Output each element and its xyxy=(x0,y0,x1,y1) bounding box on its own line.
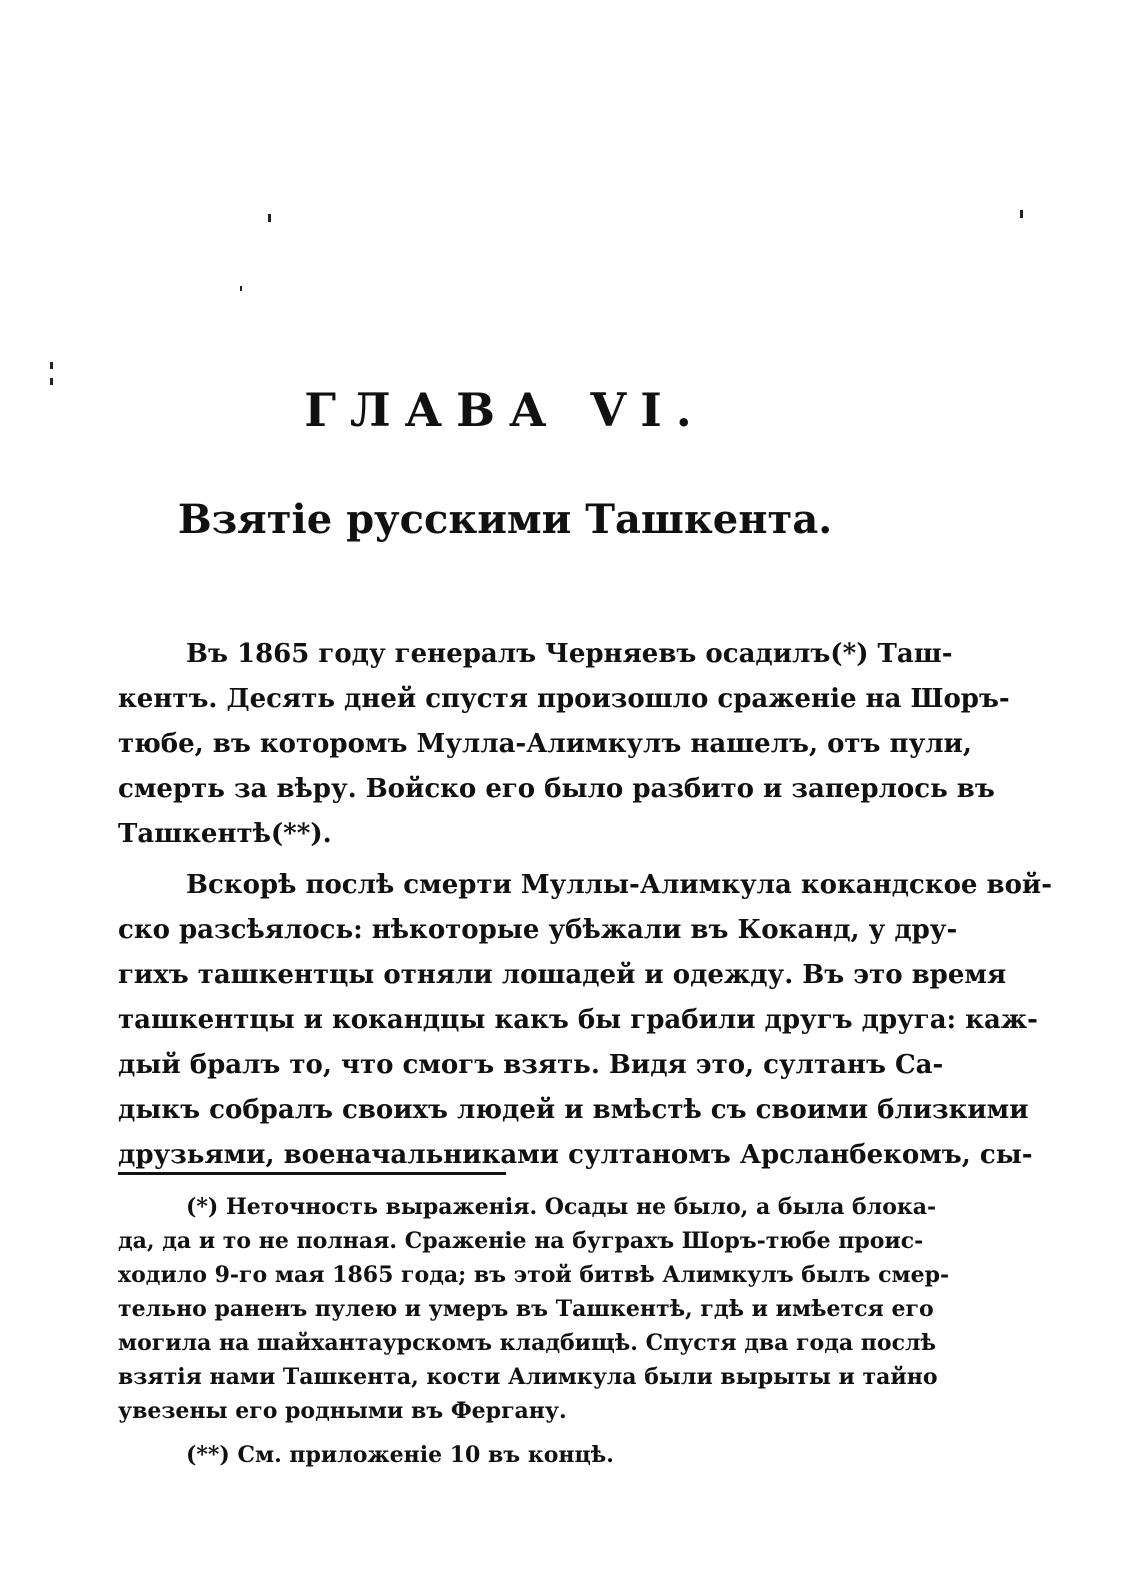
text-line: Ташкентѣ(**). xyxy=(118,819,332,849)
footnote-2 xyxy=(118,1438,903,1472)
text-line: тюбе, въ которомъ Мулла-Алимкулъ нашелъ, отъ пули, xyxy=(118,729,972,759)
footnote-line: тельно раненъ пулею и умеръ въ Ташкентѣ, гдѣ и имѣется его xyxy=(118,1296,934,1322)
scan-speck xyxy=(240,286,242,291)
scan-speck xyxy=(268,214,271,222)
scan-speck xyxy=(50,362,53,369)
footnote-line: ходило 9-го мая 1865 года; въ этой битвѣ Алимкулъ былъ смер- xyxy=(118,1262,950,1288)
footnote-line: могила на шайхантаурскомъ кладбищѣ. Спустя два года послѣ xyxy=(118,1330,936,1356)
text-line: смерть за вѣру. Войско его было разбито и заперлось въ xyxy=(118,774,995,804)
chapter-subtitle: Взятіе русскими Ташкента. xyxy=(177,496,833,543)
scan-speck xyxy=(1020,210,1023,218)
paragraph xyxy=(118,632,1010,857)
text-line: ско разсѣялось: нѣкоторые убѣжали въ Коканд, у дру- xyxy=(118,915,958,945)
footnotes xyxy=(118,1190,950,1472)
text-line: дыкъ собралъ своихъ людей и вмѣстѣ съ своими близкими xyxy=(118,1095,1029,1125)
footnote-rule xyxy=(118,1172,506,1175)
text-line: Въ 1865 году генералъ Черняевъ осадилъ(*) Таш- xyxy=(186,639,953,669)
footnote-line: (**) См. приложеніе 10 въ концѣ. xyxy=(186,1442,614,1468)
footnote-gap xyxy=(118,1428,903,1438)
footnote-line: увезены его родными въ Фергану. xyxy=(118,1398,567,1424)
text-line: друзьями, военачальниками султаномъ Арсланбекомъ, сы- xyxy=(118,1140,1033,1170)
footnote-1 xyxy=(118,1190,950,1428)
text-line: дый бралъ то, что смогъ взять. Видя это, султанъ Са- xyxy=(118,1050,944,1080)
text-line: гихъ ташкентцы отняли лошадей и одежду. Въ это время xyxy=(118,960,1007,990)
footnote-line: (*) Неточность выраженія. Осады не было, а была блока- xyxy=(186,1194,937,1220)
paragraph xyxy=(118,863,1052,1178)
text-line: кентъ. Десять дней спустя произошло сраженіе на Шоръ- xyxy=(118,684,1010,714)
footnote-line: да, да и то не полная. Сраженіе на буграхъ Шоръ-тюбе проис- xyxy=(118,1228,924,1254)
footnote-line: взятія нами Ташкента, кости Алимкула были вырыты и тайно xyxy=(118,1364,938,1390)
text-line: ташкентцы и кокандцы какъ бы грабили другъ друга: каж- xyxy=(118,1005,1038,1035)
body-text xyxy=(118,632,1052,1178)
text-line: Вскорѣ послѣ смерти Муллы-Алимкула кокандское вой- xyxy=(186,870,1052,900)
chapter-title: ГЛАВА VI. xyxy=(304,383,706,437)
